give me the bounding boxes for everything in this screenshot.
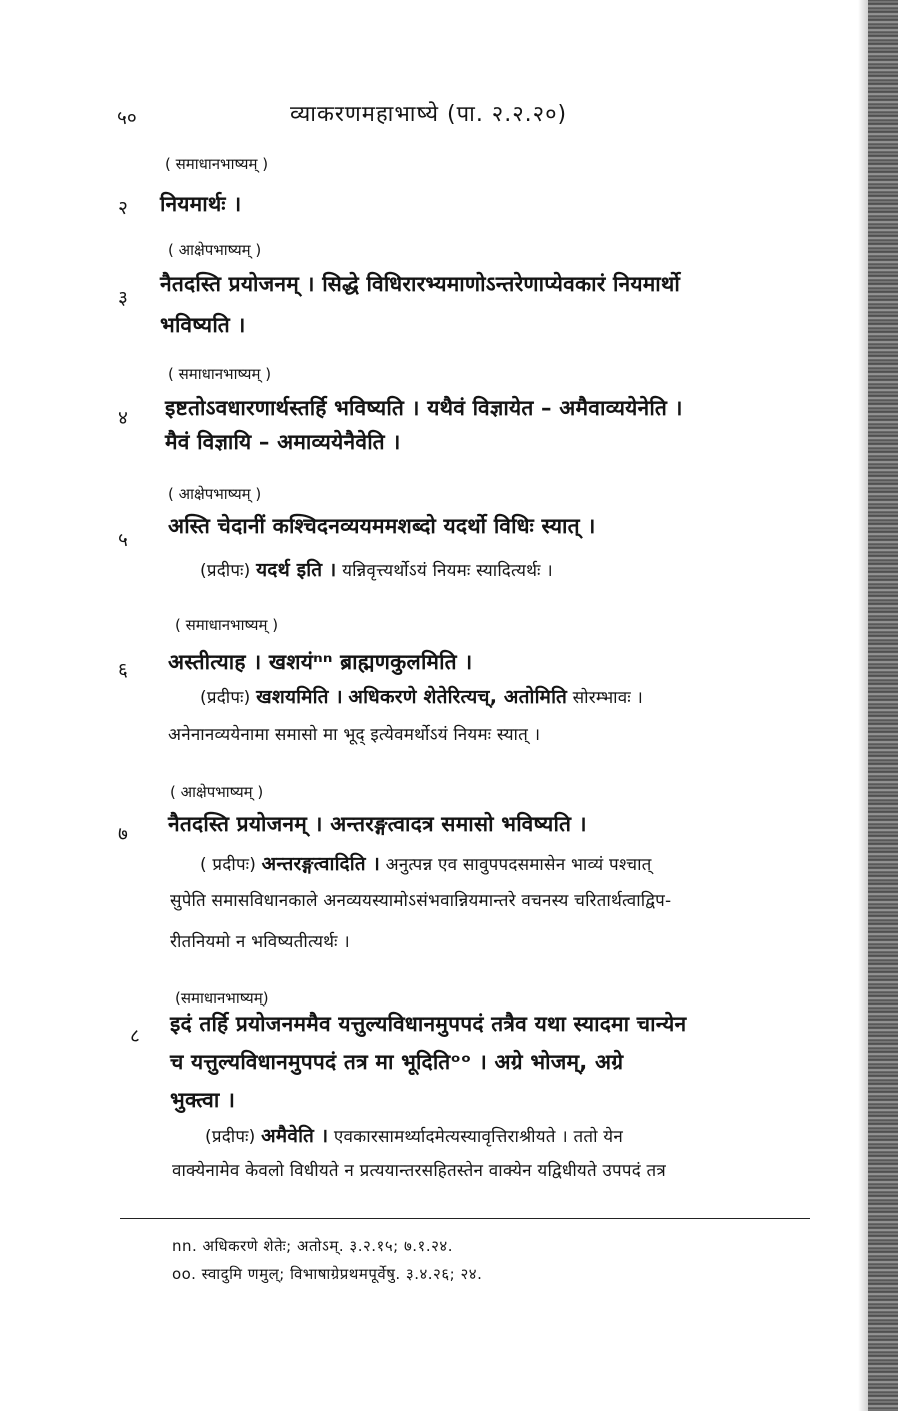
pradipa-headword: खशयमिति । xyxy=(256,686,343,708)
pradipa-tag: ( प्रदीपः) xyxy=(200,855,257,875)
bhashya-text: मैवं विज्ञायि – अमाव्ययेनैवेति । xyxy=(165,430,401,454)
footnote: oo. स्वादुमि णमुल्; विभाषाग्रेप्रथमपूर्वेषु. ३.४.२६; २४. xyxy=(172,1265,483,1283)
pradipa-text: यन्निवृत्त्यर्थोऽयं नियमः स्यादित्यर्थः । xyxy=(342,561,553,581)
section-number: ६ xyxy=(118,659,128,681)
scan-edge xyxy=(868,0,898,1411)
bhashya-label: ( आक्षेपभाष्यम् ) xyxy=(168,485,262,503)
pradipa-text: सुपेति समासविधानकाले अनव्ययस्यामोऽसंभवान्नियमान्तरे वचनस्य चरितार्थत्वाद्विप- xyxy=(170,891,672,911)
pradipa-tag: (प्रदीपः) xyxy=(200,688,251,708)
running-head: व्याकरणमहाभाष्ये (पा. २.२.२०) xyxy=(290,102,568,127)
bhashya-text: भविष्यति । xyxy=(160,313,246,337)
bhashya-text: नैतदस्ति प्रयोजनम् । अन्तरङ्गत्वादत्र समासो भविष्यति । xyxy=(168,812,587,836)
bhashya-text: च यत्तुल्यविधानमुपपदं तत्र मा भूदितिᵒᵒ । अग्रे भोजम्, अग्रे xyxy=(170,1050,624,1074)
pradipa-line xyxy=(205,1122,623,1148)
section-number: ८ xyxy=(130,1025,140,1047)
footnote: nn. अधिकरणे शेतेः; अतोऽम्. ३.२.१५; ७.१.२४. xyxy=(172,1237,453,1255)
bhashya-text: भुक्त्वा । xyxy=(170,1088,236,1112)
pradipa-text: अनेनानव्ययेनामा समासो मा भूद् इत्येवमर्थोऽयं नियमः स्यात् । xyxy=(168,725,541,745)
pradipa-text: सोरम्भावः । xyxy=(572,688,644,708)
bhashya-label: ( आक्षेपभाष्यम् ) xyxy=(168,241,262,259)
pradipa-line xyxy=(200,556,553,582)
bhashya-label: ( आक्षेपभाष्यम् ) xyxy=(170,783,264,801)
section-number: ५ xyxy=(118,529,128,551)
pradipa-headword: यदर्थ इति । xyxy=(256,559,337,581)
section-number: ७ xyxy=(118,823,128,845)
pradipa-headword: अन्तरङ्गत्वादिति । xyxy=(261,853,380,875)
scan-shadow xyxy=(858,0,868,1411)
pradipa-text: रीतनियमो न भविष्यतीत्यर्थः । xyxy=(170,932,350,952)
bhashya-text: इष्टतोऽवधारणार्थस्तर्हि भविष्यति । यथैवं विज्ञायेत – अमैवाव्ययेनेति । xyxy=(165,396,683,420)
pradipa-headword: अधिकरणे शेतेरित्यच्, अतोमिति xyxy=(348,686,568,708)
bhashya-text: अस्ति चेदानीं कश्चिदनव्ययममशब्दो यदर्थो विधिः स्यात् । xyxy=(168,514,596,538)
page-header xyxy=(0,98,898,132)
pradipa-text: एवकारसामर्थ्यादमेत्यस्यावृत्तिराश्रीयते । ततो येन xyxy=(333,1127,623,1147)
pradipa-text: वाक्येनामेव केवलो विधीयते न प्रत्ययान्तरसहितस्तेन वाक्येन यद्विधीयते उपपदं तत्र xyxy=(172,1161,667,1181)
pradipa-line xyxy=(200,683,643,709)
bhashya-text: अस्तीत्याह । खशयंⁿⁿ ब्राह्मणकुलमिति । xyxy=(168,650,473,674)
pradipa-headword: अमैवेति । xyxy=(261,1125,329,1147)
footnote-divider xyxy=(120,1218,810,1219)
bhashya-label: (समाधानभाष्यम्) xyxy=(175,989,269,1007)
section-number: ३ xyxy=(118,287,128,309)
bhashya-label: ( समाधानभाष्यम् ) xyxy=(165,155,269,173)
bhashya-label: ( समाधानभाष्यम् ) xyxy=(175,616,279,634)
pradipa-tag: (प्रदीपः) xyxy=(200,561,251,581)
bhashya-label: ( समाधानभाष्यम् ) xyxy=(168,365,272,383)
page-number: ५० xyxy=(117,107,137,129)
pradipa-tag: (प्रदीपः) xyxy=(205,1127,256,1147)
pradipa-text: अनुत्पन्न एव सावुपपदसमासेन भाव्यं पश्चात् xyxy=(385,855,652,875)
section-number: २ xyxy=(118,197,128,219)
bhashya-text: नियमार्थः । xyxy=(160,192,242,216)
pradipa-line xyxy=(200,850,652,876)
section-number: ४ xyxy=(118,407,128,429)
bhashya-text: इदं तर्हि प्रयोजनममैव यत्तुल्यविधानमुपपदं तत्रैव यथा स्यादमा चान्येन xyxy=(170,1012,687,1036)
bhashya-text: नैतदस्ति प्रयोजनम् । सिद्धे विधिरारभ्यमाणोऽन्तरेणाप्येवकारं नियमार्थो xyxy=(160,272,680,296)
